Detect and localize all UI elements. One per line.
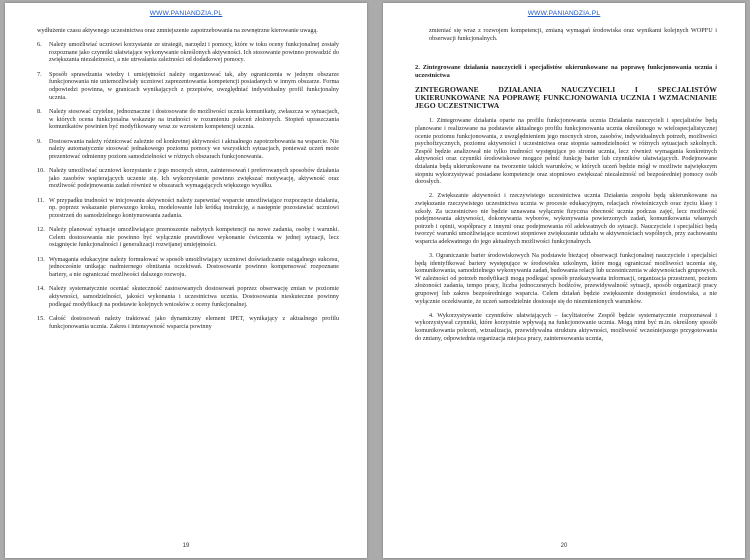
list-text: Należy planować sytuacje umożliwiające przenoszenie nabytych kompetencji na nowe zadania, osoby i warunki. Celem dostosowania nie powinno być wyłącznie prawidłowe wykonanie ćwiczenia w jednej sytuacji, lecz osiągnięcie funkcjonalności i generalizacji rozwijanej umiejętności. <box>49 226 339 249</box>
list-text: Należy stosować czytelne, jednoznaczne i dostosowane do możliwości ucznia komunikaty, zwłaszcza w sytuacjach, w których ocena funkcjonalna wskazuje na trudności w rozumieniu poleceń złożonych. Stopień upraszczania komunikatów powinien być modyfikowany wraz ze wzrostem kompetencji ucznia. <box>49 107 339 131</box>
list-number: 10. <box>37 167 45 175</box>
list-item <box>37 108 339 131</box>
body-paragraph: 1. Zintegrowane działania oparte na profilu funkcjonowania ucznia Działania nauczycieli i specjalistów będą planowane i realizowane na podstawie aktualnego profilu funkcjonowania ucznia określonego w wielospecjalistycznej ocenie poziomu funkcjonowania, z uwzględnieniem jego mocnych stron, zasobów, indywidualnych potrzeb, możliwości psychofizycznych, poziomu aktywności i uczestnictwa oraz stopnia samodzielności w różnych sytuacjach szkolnych. Zespół będzie analizował nie tylko trudności występujące po stronie ucznia, lecz również wymagania konkretnych aktywności oraz czynniki środowiskowe mogące pełnić funkcję barier lub czynników ułatwiających. Podejmowane działania będą ukierunkowane na tworzenie takich warunków, w których uczeń będzie mógł w możliwie największym stopniu wykorzystywać posiadane kompetencje oraz stopniowo zwiększać niezależność od bezpośredniej pomocy osób dorosłych. <box>415 117 717 186</box>
caps-heading: ZINTEGROWANE DZIAŁANIA NAUCZYCIELI I SPECJALISTÓW UKIERUNKOWANE NA POPRAWĘ FUNKCJONOWANIA UCZNIA I WZMACNIANIE JEGO UCZESTNICTWA <box>415 84 717 111</box>
list-number: 9. <box>37 137 42 145</box>
list-text: W przypadku trudności w inicjowaniu aktywności należy zapewniać wsparcie umożliwiające rozpoczęcie działania, np. poprzez wskazanie pierwszego kroku, modelowanie lub krótką instrukcję, a następnie pozostawiać uczniowi przestrzeń do samodzielnego kontynuowania zadania. <box>49 196 339 219</box>
list-item <box>37 167 339 190</box>
list-number: 15. <box>37 314 45 322</box>
page-body-right <box>415 27 717 349</box>
page-header-link[interactable]: WWW.PANIANDZIA.PL <box>149 10 223 17</box>
page-header-link[interactable]: WWW.PANIANDZIA.PL <box>527 10 601 17</box>
document-page-left <box>5 3 367 558</box>
list-item <box>37 41 339 64</box>
list-number: 13. <box>37 255 45 263</box>
list-text: Należy umożliwiać uczniowi korzystanie z jego mocnych stron, zainteresowań i preferowanych sposobów działania jako zasobów wspierających uczenie się. Ich wykorzystanie powinno zwiększać motywację, aktywność oraz możliwość podejmowania zadań również w obszarach wymagających większego wysiłku. <box>49 167 339 190</box>
list-text: Wymagania edukacyjne należy formułować w sposób umożliwiający uczniowi doświadczanie osiągalnego sukcesu, jednocześnie unikając nadmiernego obniżania oczekiwań. Dostosowanie powinno kompensować rozpoznane bariery, a nie ograniczać możliwości dalszego rozwoju. <box>49 255 339 279</box>
list-number: 14. <box>37 285 45 293</box>
list-item <box>37 285 339 308</box>
body-paragraph: 4. Wykorzystywanie czynników ułatwiających – facylitatorów Zespół będzie systematycznie rozpoznawał i wykorzystywał czynniki, które korzystnie wpływają na funkcjonowanie ucznia. Mogą nimi być m.in. określony sposób komunikowania poleceń, wizualizacja, przewidywalna struktura aktywności, możliwość wcześniejszego przygotowania do zmiany, odpowiednia organizacja miejsca pracy, zainteresowania ucznia, <box>415 311 717 342</box>
list-number: 6. <box>37 41 42 49</box>
lead-paragraph: zmieniać się wraz z rozwojem kompetencji, zmianą wymagań środowiska oraz wynikami kolejnych WOPFU i obserwacji funkcjonalnych. <box>429 27 717 42</box>
list-text: Sposób sprawdzania wiedzy i umiejętności należy organizować tak, aby ograniczenia w jednym obszarze funkcjonowania nie uniemożliwiały uczniowi zaprezentowania kompetencji posiadanych w innym obszarze. Forma odpowiedzi powinna, w granicach wynikających z przepisów, uwzględniać indywidualny profil funkcjonalny ucznia. <box>49 70 339 101</box>
list-number: 12. <box>37 226 45 234</box>
list-item <box>37 256 339 279</box>
page-body-left <box>37 27 339 337</box>
list-item <box>37 226 339 249</box>
list-item <box>37 138 339 161</box>
list-text: Należy umożliwiać uczniowi korzystanie ze strategii, narzędzi i pomocy, które w toku oceny funkcjonalnej zostały rozpoznane jako czynniki ułatwiające wykonywanie określonych aktywności. Ich stosowanie powinno prowadzić do zwiększania niezależności, a nie utrwalania zależności od dodatkowej pomocy. <box>49 41 339 64</box>
section-heading: 2. Zintegrowane działania nauczycieli i specjalistów ukierunkowane na poprawę funkcjonowania ucznia i uczestnictwa <box>415 64 717 79</box>
body-paragraph: 2. Zwiększanie aktywności i rzeczywistego uczestnictwa ucznia Działania zespołu będą ukierunkowane na zwiększanie rzeczywistego uczestnictwa ucznia w procesie edukacyjnym, relacjach rówieśniczych oraz życiu klasy i szkoły. Za uczestnictwo nie będzie uznawana wyłącznie fizyczna obecność ucznia podczas zajęć, lecz możliwość podejmowania aktywności, dokonywania wyborów, wykonywania powierzonych zadań, komunikowania własnych potrzeb i opinii, współpracy z innymi oraz podejmowania ról adekwatnych do sytuacji. Nauczyciele i specjaliści będą tworzyć warunki umożliwiające uczniowi stopniowe zwiększanie udziału w aktywnościach wspólnych, przy zachowaniu wsparcia adekwatnego do jego aktualnych możliwości funkcjonalnych. <box>415 192 717 245</box>
lead-paragraph: wydłużenie czasu aktywnego uczestnictwa oraz zmniejszenie zapotrzebowania na zewnętrzne kierowanie uwagą. <box>37 27 318 34</box>
list-text: Dostosowania należy różnicować zależnie od konkretnej aktywności i aktualnego zapotrzebowania na wsparcie. Nie należy automatycznie stosować jednakowego poziomu pomocy we wszystkich sytuacjach, ponieważ uczeń może prezentować odmienny poziom samodzielności w różnych obszarach funkcjonowania. <box>49 137 339 160</box>
list-number: 7. <box>37 70 42 78</box>
list-number: 8. <box>37 107 42 115</box>
list-text: Całość dostosowań należy traktować jako dynamiczny element IPET, wynikający z aktualnego profilu funkcjonowania ucznia. Zakres i intensywność wsparcia powinny <box>49 314 339 330</box>
list-item <box>37 71 339 101</box>
list-item <box>37 197 339 220</box>
list-item <box>37 315 339 330</box>
document-page-right <box>383 3 745 558</box>
page-number: 19 <box>182 543 190 549</box>
list-number: 11. <box>37 196 45 204</box>
body-paragraph: 3. Ograniczanie barier środowiskowych Na podstawie bieżącej obserwacji funkcjonalnej nauczyciele i specjaliści będą identyfikować bariery występujące w środowisku szkolnym, które mogą ograniczać możliwości uczenia się, komunikowania, samodzielnego wykonywania zadań, budowania relacji lub uczestniczenia w aktywnościach grupowych. W zależności od potrzeb modyfikacji mogą podlegać sposób przekazywania informacji, organizacja przestrzeni, poziom złożoności zadania, tempo pracy, liczba jednoczesnych bodźców, przewidywalność sytuacji, sposób organizacji pracy grupowej lub zakres bezpośredniego wsparcia. Celem działań będzie zwiększenie dostępności środowiska, a nie wyłącznie oczekiwanie, że uczeń samodzielnie dostosuje się do niezmienionych warunków. <box>415 252 717 305</box>
page-number: 20 <box>560 543 568 549</box>
list-text: Należy systematycznie oceniać skuteczność zastosowanych dostosowań poprzez obserwację zmian w poziomie aktywności, samodzielności, jakości wykonania i uczestnictwa ucznia. Dostosowania nieskuteczne powinny podlegać modyfikacji na podstawie kolejnych wniosków z oceny funkcjonalnej. <box>49 285 339 308</box>
